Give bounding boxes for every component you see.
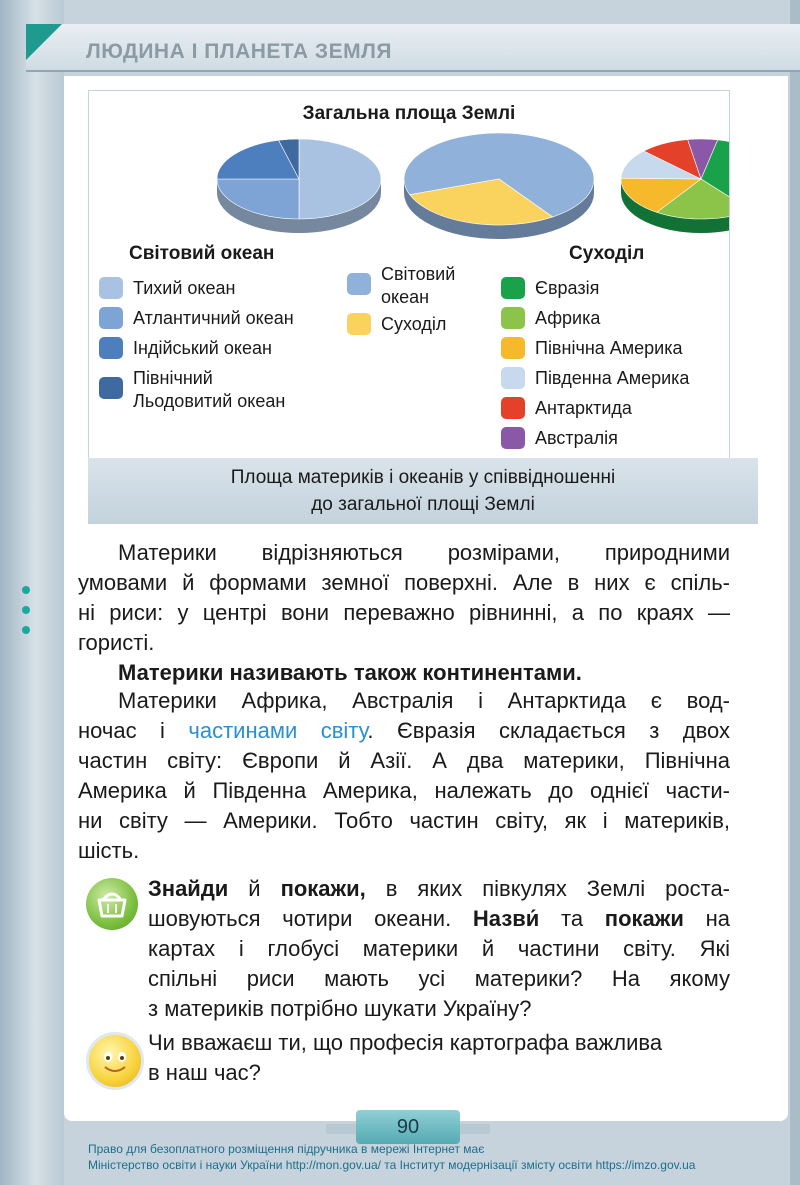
section-title: ЛЮДИНА І ПЛАНЕТА ЗЕМЛЯ	[86, 40, 392, 63]
pie-charts	[89, 91, 729, 241]
legend-item-eurasia: Євразія	[501, 273, 689, 303]
legend-item-arctic: Північний Льодовитий океан	[99, 367, 294, 413]
right-frame-decoration	[790, 0, 800, 1185]
legend-item-indian: Індійський океан	[99, 333, 294, 363]
earth-area-figure	[88, 90, 730, 460]
ocean-legend	[99, 273, 294, 413]
legend-item-africa: Африка	[501, 303, 689, 333]
swatch-atlantic	[99, 307, 123, 329]
swatch-antarctica	[501, 397, 525, 419]
legend-item-south-america: Південна Америка	[501, 363, 689, 393]
page-number: 90	[396, 1116, 420, 1138]
question-block: Чи вважаєш ти, що професія картографа важлива в наш час?	[148, 1030, 663, 1085]
land-legend	[501, 273, 689, 453]
land-legend-heading: Суходіл	[569, 243, 645, 264]
legend-item-atlantic: Атлантичний океан	[99, 303, 294, 333]
dot	[22, 626, 30, 634]
swatch-indian	[99, 337, 123, 359]
basket-icon	[86, 878, 138, 930]
dot	[22, 606, 30, 614]
legend-item-land: Суходіл	[347, 309, 455, 339]
task-block: Знайди й покажи, в яких півкулях Землі роста- шовуються чотири океани. Назви́ та покажи на картах і глобусі материки й частини світу. Які спільні риси мають усі материки? На якому з материків потрібно шукати Україну?	[148, 876, 731, 1021]
paragraph-continents: Материки відрізняються розмірами, природними умовами й формами земної поверхні. Але в них є спіль- ні риси: у центрі вони переважно рівнинні, а по краях — гористі.	[78, 540, 730, 655]
swatch-pacific	[99, 277, 123, 299]
swatch-land	[347, 313, 371, 335]
total-legend	[347, 259, 455, 339]
land-pie	[621, 139, 729, 233]
ocean-legend-heading: Світовий океан	[129, 243, 275, 264]
copyright-notice: Право для безоплатного розміщення підручника в мережі Інтернет має Міністерство освіти і науки України http://mon.gov.ua/ та Інститут модернізації змісту освіти https://imzo.gov.ua	[88, 1142, 696, 1172]
ocean-pie	[217, 139, 381, 233]
paragraph-parts-of-world: Материки Африка, Австралія і Антарктида є вод- ночас і частинами світу. Євразія складається з двох частин світу: Європи й Азії. А два материки, Північна Америка й Південна Америка, належать до однієї части- ни світу — Америки. Тобто частин світу, як і материків, шість.	[78, 688, 731, 863]
term-parts-of-world[interactable]: частинами світу	[188, 718, 368, 743]
margin-dots	[22, 586, 30, 646]
dot	[22, 586, 30, 594]
key-statement: Материки називають також континентами.	[118, 660, 582, 685]
figure-title: Загальна площа Землі	[302, 103, 516, 124]
legend-item-north-america: Північна Америка	[501, 333, 689, 363]
swatch-africa	[501, 307, 525, 329]
swatch-arctic	[99, 377, 123, 399]
legend-item-pacific: Тихий океан	[99, 273, 294, 303]
swatch-north-america	[501, 337, 525, 359]
swatch-south-america	[501, 367, 525, 389]
earth-total-pie	[404, 133, 594, 239]
legend-item-australia: Австралія	[501, 423, 689, 453]
legend-item-antarctica: Антарктида	[501, 393, 689, 423]
swatch-australia	[501, 427, 525, 449]
legend-item-world-ocean: Світовий океан	[347, 263, 455, 309]
left-frame-decoration	[0, 0, 64, 1185]
corner-triangle-icon	[26, 24, 62, 60]
swatch-world-ocean	[347, 273, 371, 295]
smiley-icon	[86, 1032, 144, 1090]
figure-caption: Площа материків і океанів у співвідношенні до загальної площі Землі	[88, 458, 758, 524]
swatch-eurasia	[501, 277, 525, 299]
